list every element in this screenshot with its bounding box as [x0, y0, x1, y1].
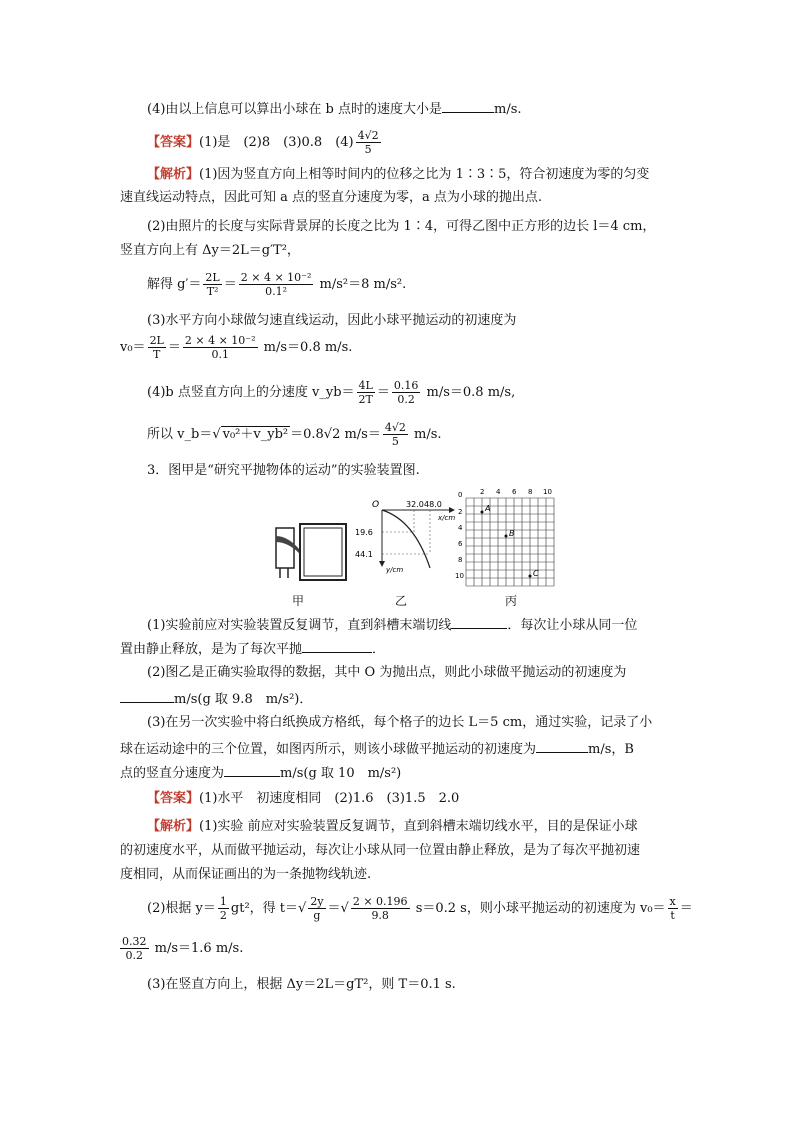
bing-y-tick: 6	[458, 540, 463, 548]
yi-origin-label: O	[372, 500, 380, 510]
analysis-1-line-9: 所以 v_b＝√ v₀²＋v_yb² ＝0.8√2 m/s＝ $\frac{4√2}{5}$ m/s.	[147, 421, 442, 448]
analysis-1-line-4: 竖直方向上有 Δy＝2L＝g′T²，	[120, 243, 300, 258]
bing-y-tick: 8	[458, 556, 463, 564]
answer-blank	[536, 738, 588, 753]
figure-yi	[350, 498, 462, 576]
jia-board	[300, 524, 346, 580]
analysis-2-line-3: 度相同，从而保证画出的为一条抛物线轨迹.	[120, 867, 372, 882]
answer-blank	[224, 762, 280, 777]
bing-x-tick: 10	[543, 488, 552, 496]
question-3-part-1a: (1)实验前应对实验装置反复调节，直到斜槽末端切线 ．每次让小球从同一位	[147, 614, 637, 635]
answer-blank	[302, 638, 372, 653]
yi-x-label: x/cm	[438, 514, 456, 522]
yi-trajectory	[382, 510, 430, 568]
question-3-part-3b: 球在运动途中的三个位置，如图丙所示，则该小球做平抛运动的初速度为 m/s，B	[120, 738, 634, 759]
yi-x-tick-2: 48.0	[424, 500, 442, 509]
bing-x-tick: 6	[512, 488, 517, 496]
bing-y-tick: 4	[458, 524, 463, 532]
yi-y-label: y/cm	[386, 566, 404, 574]
answer-1: 【答案】(1)是 (2)8 (3)0.8 (4) $\frac{4√2}{5}$	[147, 129, 379, 156]
bing-y-tick: 10	[455, 572, 464, 580]
analysis-1-line-1: 【解析】(1)因为竖直方向上相等时间内的位移之比为 1∶3∶5，符合初速度为零的匀变	[147, 167, 650, 182]
bing-origin: 0	[458, 491, 463, 499]
question-3-title: 3．图甲是“研究平抛物体的运动”的实验装置图.	[147, 463, 420, 478]
jia-stand	[276, 528, 294, 568]
bing-point-A	[481, 511, 484, 514]
answer-blank	[451, 614, 507, 629]
jia-chute	[276, 536, 300, 554]
yi-x-tick-1: 32.0	[406, 500, 424, 509]
jia-board-inner	[304, 528, 342, 576]
bing-x-tick: 4	[496, 488, 501, 496]
question-3-part-3a: (3)在另一次实验中将白纸换成方格纸，每个格子的边长 L＝5 cm，通过实验，记录了小	[147, 715, 653, 730]
fraction: $\frac{4√2}{5}$	[357, 129, 379, 156]
answer-2: 【答案】(1)水平 初速度相同 (2)1.6 (3)1.5 2.0	[147, 791, 460, 806]
analysis-2-line-1: 【解析】(1)实验 前应对实验装置反复调节，直到斜槽末端切线水平，目的是保证小球	[147, 819, 638, 834]
analysis-1-line-6: (3)水平方向小球做匀速直线运动，因此小球平抛运动的初速度为	[147, 313, 517, 328]
bing-point-B	[505, 535, 508, 538]
bing-x-tick: 8	[528, 488, 533, 496]
analysis-1-line-3: (2)由照片的长度与实际背景屏的长度之比为 1∶4，可得乙图中正方形的边长 l＝4 cm，	[147, 219, 656, 234]
question-3-part-2a: (2)图乙是正确实验取得的数据，其中 O 为抛出点，则此小球做平抛运动的初速度为	[147, 665, 627, 680]
analysis-2-line-2: 的初速度水平，从而做平抛运动，每次让小球从同一位置由静止释放，是为了每次平抛初速	[120, 843, 641, 858]
figure-jia	[266, 518, 354, 590]
analysis-2-line-4: (2)根据 y＝ $\frac{1}{2}$ gt²，得 t＝√ $\frac{2y}{g}$ ＝√ $\frac{2 \times 0.196}{9.8}$ s＝0.2 s，则小球平抛运动的初速度为 v₀＝ $\frac{x}{t}$ ＝	[147, 895, 693, 922]
analysis-2-line-6: (3)在竖直方向上，根据 Δy＝2L＝gT²，则 T＝0.1 s.	[147, 977, 456, 992]
bing-label-A: A	[485, 504, 491, 513]
label-yi: 乙	[395, 594, 408, 608]
analysis-1-line-2: 速直线运动特点，因此可知 a 点的竖直分速度为零，a 点为小球的抛出点.	[120, 190, 543, 205]
answer-blank	[120, 688, 174, 703]
bing-label-B: B	[509, 529, 515, 538]
question-3-part-1b: 置由静止释放，是为了每次平抛 ．	[120, 638, 385, 659]
bing-y-tick: 2	[458, 508, 463, 516]
analysis-2-line-5: $\frac{0.32}{0.2}$ m/s＝1.6 m/s.	[122, 935, 244, 962]
yi-y-tick-1: 19.6	[355, 528, 373, 537]
analysis-1-line-5: 解得 g′＝ $\frac{2L}{\text{T²}}$ ＝ $\frac{\text{2 × 4 × 10⁻²}}{\text{0.1²}}$ m/s²＝8 m/s².	[147, 271, 407, 298]
label-jia: 甲	[292, 594, 305, 608]
figure-bing	[452, 486, 556, 588]
question-3-part-2b: m/s(g 取 9.8 m/s²)．	[120, 688, 312, 709]
question-3-part-3c: 点的竖直分速度为 m/s(g 取 10 m/s²)	[120, 762, 401, 783]
label-bing: 丙	[505, 594, 518, 608]
bing-point-C	[529, 575, 532, 578]
question-4: (4)由以上信息可以算出小球在 b 点时的速度大小是 m/s.	[147, 98, 522, 119]
bing-x-tick: 2	[480, 488, 485, 496]
bing-grid	[466, 498, 554, 586]
answer-blank	[442, 98, 494, 113]
analysis-1-line-7: v₀＝ $\frac{2L}{T}$ ＝ $\frac{\text{2 × 4 × 10⁻²}}{0.1}$ m/s＝0.8 m/s.	[120, 334, 353, 361]
yi-y-tick-2: 44.1	[355, 550, 373, 559]
bing-label-C: C	[533, 569, 539, 578]
analysis-1-line-8: (4)b 点竖直方向上的分速度 v_yb＝ $\frac{4L}{2T}$ ＝ $\frac{0.16}{0.2}$ m/s＝0.8 m/s,	[147, 379, 516, 406]
